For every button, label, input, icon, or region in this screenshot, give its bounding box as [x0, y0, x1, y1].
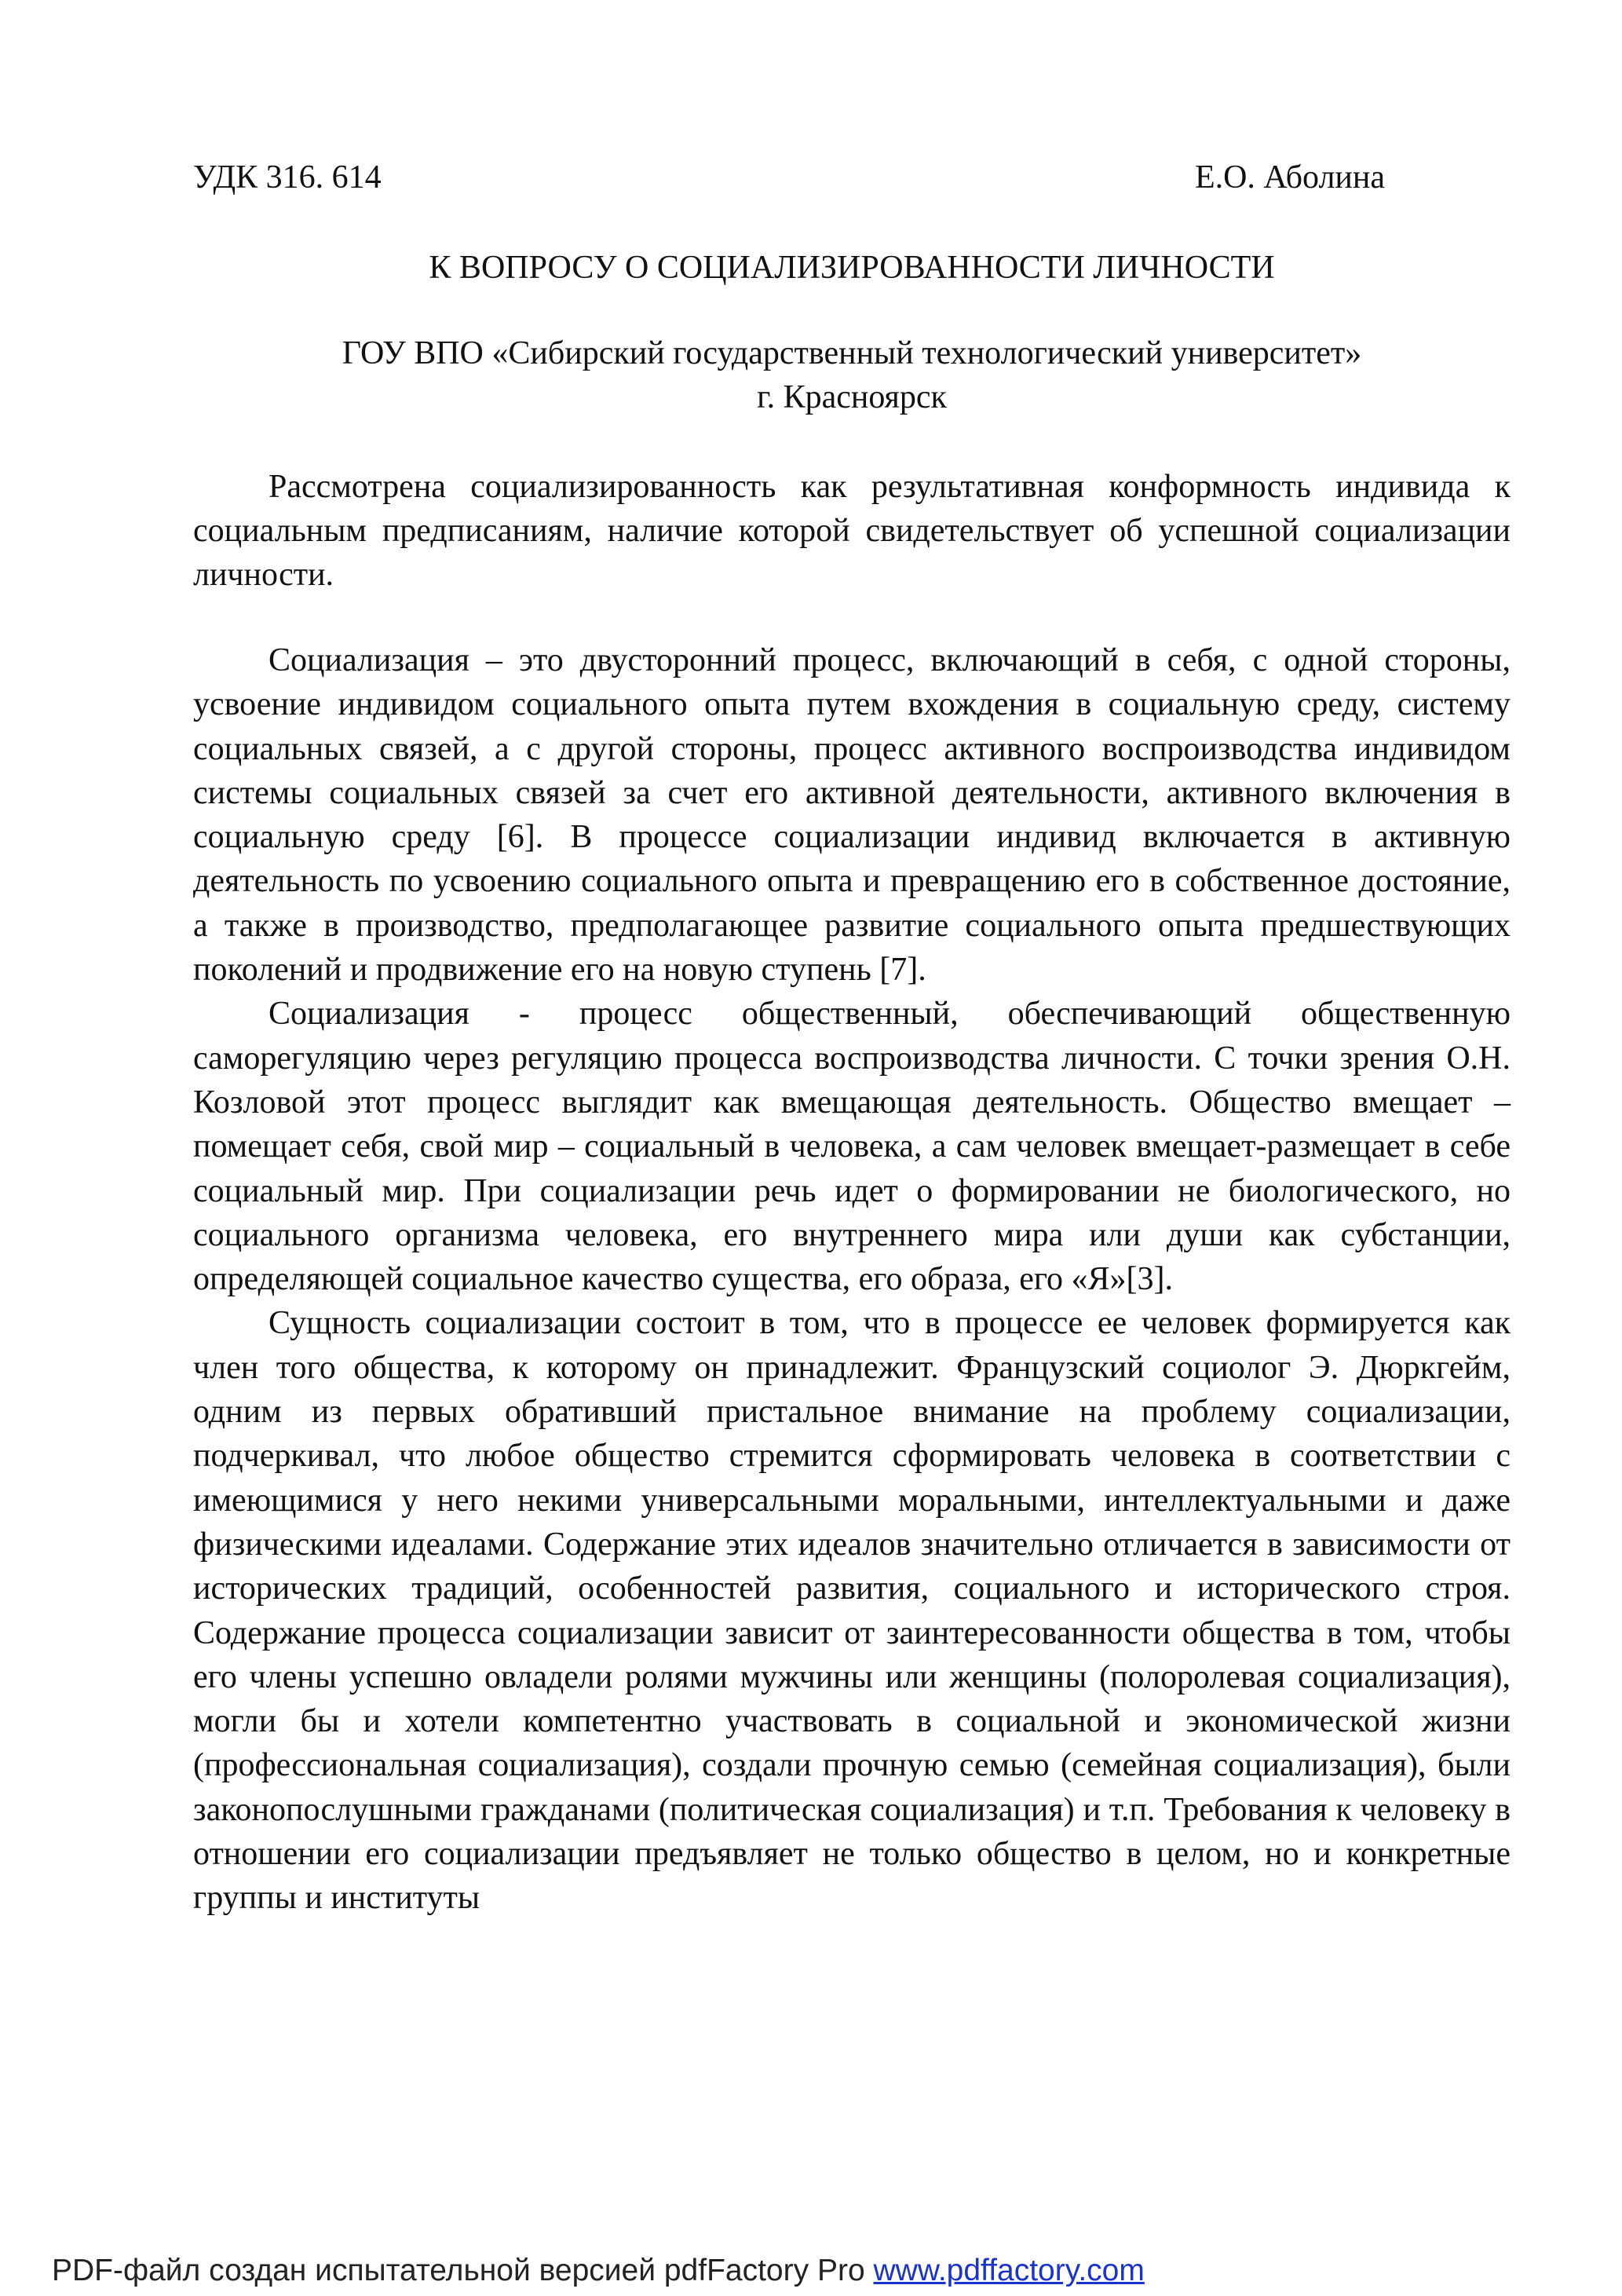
body-paragraph: Социализация - процесс общественный, обеспечивающий общественную саморегуляцию через регуляцию процесса воспроизводства личности. С точки зрения О.Н. Козловой этот процесс выглядит как вмещающая деятельность. Общество вмещает – помещает себя, свой мир – социальный в человека, а сам человек вмещает-размещает в себе социальный мир. При социализации речь идет о формировании не биологического, но социального организма человека, его внутреннего мира или души как субстанции, определяющей социальное качество существа, его образа, его «Я»[3].	[193, 996, 1511, 1298]
abstract: Рассмотрена социализированность как результативная конформность индивида к социальным предписаниям, наличие которой свидетельствует об успешной социализации личности.	[193, 469, 1511, 593]
body-paragraph: Сущность социализации состоит в том, что в процессе ее человек формируется как член того общества, к которому он принадлежит. Французский социолог Э. Дюркгейм, одним из первых обративший пристальное внимание на проблему социализации, подчеркивал, что любое общество стремится сформировать человека в соответствии с имеющимися у него некими универсальными моральными, интеллектуальными и даже физическими идеалами. Содержание этих идеалов значительно отличается в зависимости от исторических традиций, особенностей развития, социального и исторического строя. Содержание процесса социализации зависит от заинтересованности общества в том, чтобы его члены успешно овладели ролями мужчины или женщины (полоролевая социализация), могли бы и хотели компетентно участвовать в социальной и экономической жизни (профессиональная социализация), создали прочную семью (семейная социализация), были законопослушными гражданами (политическая социализация) и т.п. Требования к человеку в отношении его социализации предъявляет не только общество в целом, но и конкретные группы и институты	[193, 1305, 1511, 1917]
body-paragraph: Социализация – это двусторонний процесс, включающий в себя, с одной стороны, усвоение индивидом социального опыта путем вхождения в социальную среду, систему социальных связей, а с другой стороны, процесс активного воспроизводства индивидом системы социальных связей за счет его активной деятельности, активного включения в социальную среду [6]. В процессе социализации индивид включается в активную деятельность по усвоению социального опыта и превращению его в собственное достояние, а также в производство, предполагающее развитие социального опыта предшествующих поколений и продвижение его на новую ступень [7].	[193, 642, 1511, 989]
pdf-factory-footer	[52, 2252, 1145, 2290]
affiliation	[193, 331, 1511, 419]
footer-link[interactable]: www.pdffactory.com	[873, 2254, 1145, 2287]
udk-code: УДК 316. 614	[193, 159, 382, 196]
author-name: Е.О. Аболина	[1194, 159, 1385, 196]
paper-title: К ВОПРОСУ О СОЦИАЛИЗИРОВАННОСТИ ЛИЧНОСТИ	[429, 250, 1275, 286]
affiliation-organization: ГОУ ВПО «Сибирский государственный технологический университет»	[342, 335, 1362, 371]
affiliation-city: г. Красноярск	[757, 379, 947, 415]
body-text	[193, 638, 1511, 1921]
footer-text: PDF-файл создан испытательной версией pdfFactory Pro	[52, 2254, 865, 2287]
